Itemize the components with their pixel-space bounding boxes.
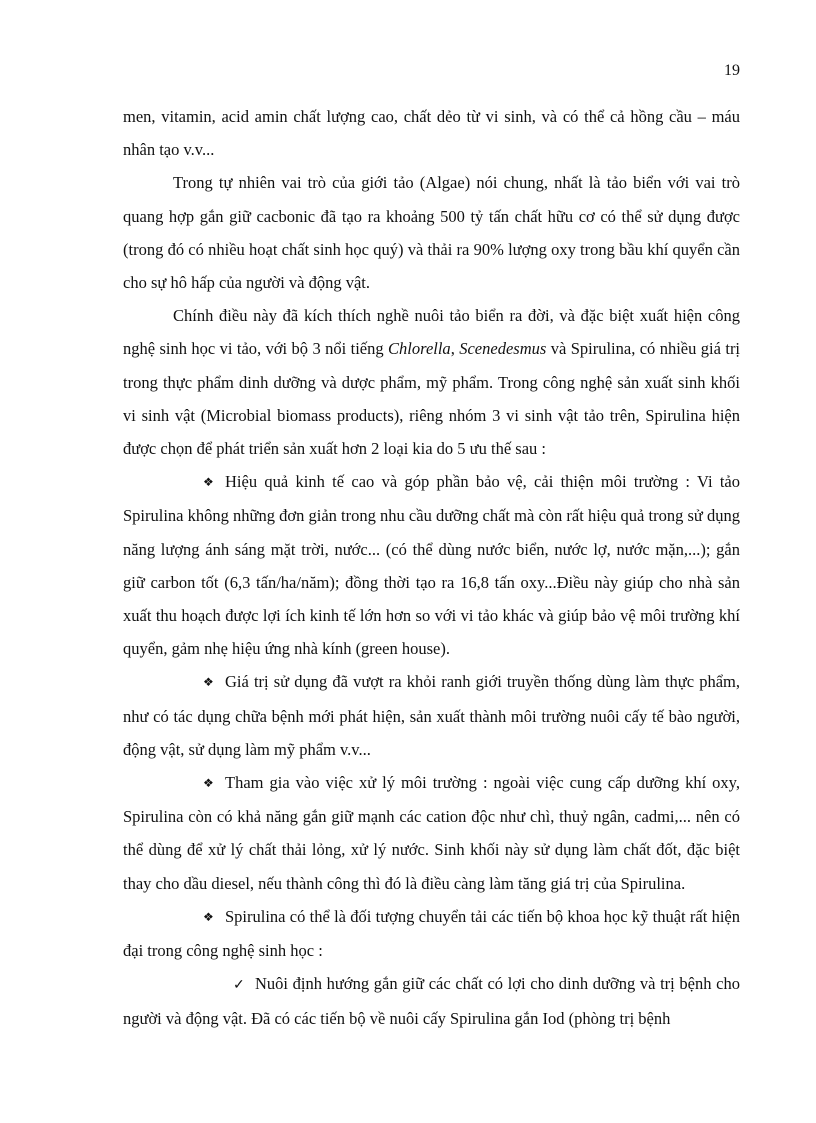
bullet-item-biotech-carrier: [123, 900, 740, 967]
paragraph-intro-continuation: men, vitamin, acid amin chất lượng cao, chất dẻo từ vi sinh, và có thể cả hồng cầu – máu nhân tạo v.v...: [123, 107, 740, 160]
bullet-text: Giá trị sử dụng đã vượt ra khỏi ranh giới truyền thống dùng làm thực phẩm, như có tác dụng chữa bệnh mới phát hiện, sản xuất thành môi trường nuôi cấy tế bào người, động vật, sử dụng làm mỹ phẩm v.v...: [123, 672, 740, 759]
bullet-text: Hiệu quả kinh tế cao và góp phần bảo vệ, cải thiện môi trường : Vi tảo Spirulina không những đơn giản trong nhu cầu dưỡng chất mà còn rất hiệu quả trong sử dụng năng lượng ánh sáng mặt trời, nước... (có thể dùng nước biển, nước lợ, nước mặn,...); gắn giữ carbon tốt (6,3 tấn/ha/năm); đồng thời tạo ra 16,8 tấn oxy...Điều này giúp cho nhà sản xuất thu hoạch được lợi ích kinh tế lớn hơn so với vi tảo khác và giúp bảo vệ môi trường khí quyển, gảm nhẹ hiệu ứng nhà kính (green house).: [123, 472, 740, 659]
checkmark-icon: ✓: [233, 978, 245, 994]
separator: ,: [450, 339, 460, 359]
page-number: 19: [724, 62, 740, 79]
paragraph-text: và Spirulina, có nhiều giá trị trong thực phẩm dinh dưỡng và dược phẩm, mỹ phẩm. Trong công nghệ sản xuất sinh khối vi sinh vật (Microbial biomass products), riêng nhóm 3 vi sinh vật tảo trên, Spirulina hiện được chọn để phát triển sản xuất hơn 2 loại kia do 5 ưu thế sau :: [123, 339, 741, 459]
paragraph-text: Chính điều này đã kích thích nghề nuôi tảo biển ra đời, và đặc biệt xuất hiện công nghệ sinh học vi tảo, với bộ 3 nổi tiếng: [123, 306, 740, 359]
species-name-chlorella: Chlorella: [388, 339, 451, 359]
bullet-item-economic: [123, 465, 740, 665]
diamond-bullet-icon: ❖: [203, 909, 214, 924]
diamond-bullet-icon: ❖: [203, 675, 214, 690]
diamond-bullet-icon: ❖: [203, 776, 214, 791]
document-body: [123, 100, 740, 1036]
check-text: Nuôi định hướng gắn giữ các chất có lợi cho dinh dưỡng và trị bệnh cho người và động vật. Đã có các tiến bộ về nuôi cấy Spirulina gắn Iod (phòng trị bệnh: [123, 974, 740, 1029]
bullet-item-usage-value: [123, 665, 740, 766]
species-name-scenedesmus: Scenedesmus: [459, 339, 547, 359]
paragraph-microalgae-biotech: [123, 299, 740, 465]
bullet-item-environment: [123, 766, 740, 900]
paragraph-algae-role: Trong tự nhiên vai trò của giới tảo (Algae) nói chung, nhất là tảo biển với vai trò quang hợp gắn giữ cacbonic đã tạo ra khoảng 500 tỷ tấn chất hữu cơ có thể sử dụng được (trong đó có nhiều hoạt chất sinh học quý) và thải ra 90% lượng oxy trong bầu khí quyển cần cho sự hô hấp của người và động vật.: [123, 173, 740, 293]
diamond-bullet-icon: ❖: [203, 475, 214, 490]
bullet-text: Tham gia vào việc xử lý môi trường : ngoài việc cung cấp dưỡng khí oxy, Spirulina còn có khả năng gắn giữ mạnh các cation độc như chì, thuỷ ngân, cadmi,... nên có thể dùng để xử lý chất thải lỏng, xử lý nước. Sinh khối này sử dụng làm chất đốt, đặc biệt thay cho dầu diesel, nếu thành công thì đó là điều càng làm tăng giá trị của Spirulina.: [123, 773, 740, 893]
bullet-text: Spirulina có thể là đối tượng chuyển tải các tiến bộ khoa học kỹ thuật rất hiện đại trong công nghệ sinh học :: [123, 906, 740, 961]
check-item-directed-culture: [123, 967, 740, 1035]
